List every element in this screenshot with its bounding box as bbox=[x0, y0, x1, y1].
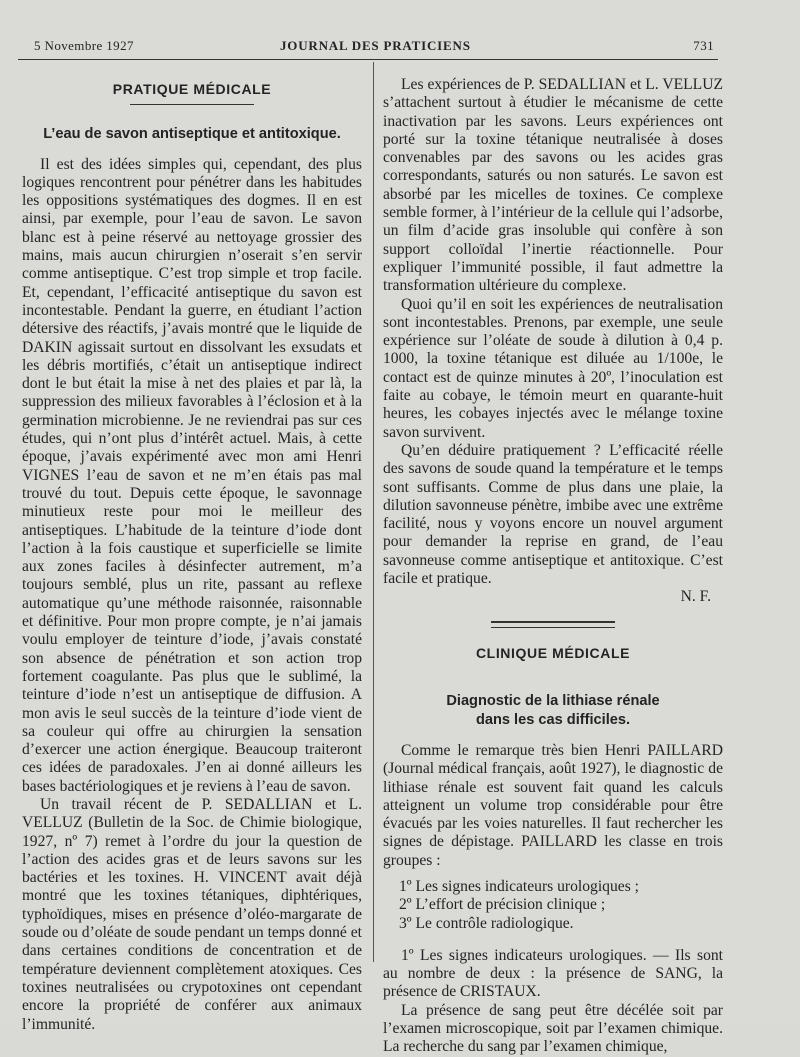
left-column bbox=[22, 80, 362, 1034]
header-journal-title: JOURNAL DES PRATICIENS bbox=[280, 38, 471, 53]
paragraph: 1º Les signes indicateurs urologiques. — Ils sont au nombre de deux : la présence de SANG, la présence de CRISTAUX. bbox=[383, 946, 723, 1001]
article-title-savon: L’eau de savon antiseptique et antitoxique. bbox=[43, 126, 341, 143]
header-page-number: 731 bbox=[693, 38, 714, 53]
section-title-pratique: PRATIQUE MÉDICALE bbox=[112, 81, 272, 97]
paragraph: Les expériences de P. SEDALLIAN et L. VELLUZ s’attachent surtout à étudier le mécanisme de cette inactivation par les savons. Leurs expériences ont porté sur la toxine tétanique neutralisée à doses convenables par des savons ou les acides gras correspondants, saturés ou non saturés. Le savon est absorbé par les micelles de toxines. Ce complexe semble former, à l’intérieur de la cellule qui l’adsorbe, un film d’acide gras insoluble qui confère à son support colloïdal l’inertie réactionnelle. Pour expliquer l’immunité possible, il faut admettre la transformation ultérieure du complexe. bbox=[383, 76, 723, 295]
running-header bbox=[34, 38, 714, 54]
paragraph: Un travail récent de P. SEDALLIAN et L. VELLUZ (Bulletin de la Soc. de Chimie biologique, 1927, nº 7) remet à l’ordre du jour la question de l’action des acides gras et de leurs savons sur les bactéries et les toxines. H. VINCENT avait déjà montré que les toxines tétaniques, diphtériques, typhoïdiques, mises en présence d’oléo-margarate de soude ou d’oléate de soude pendant un temps donné et dans certaines conditions de concentration et de température deviennent complètement atoxiques. Ces toxines neutralisées ou crypotoxines ont cependant encore la propriété de conférer aux animaux l’immunité. bbox=[22, 795, 362, 1033]
list-item: 3º Le contrôle radiologique. bbox=[399, 914, 574, 932]
section-title-clinique: CLINIQUE MÉDICALE bbox=[475, 644, 631, 661]
column-divider bbox=[373, 62, 374, 962]
signature: N. F. bbox=[680, 588, 711, 606]
list-item: 2º L’effort de précision clinique ; bbox=[399, 896, 606, 914]
list-item: 1º Les signes indicateurs urologiques ; bbox=[399, 877, 639, 895]
article-title-lithiase-line2: dans les cas difficiles. bbox=[475, 711, 631, 728]
paragraph: Qu’en déduire pratiquement ? L’efficacité réelle des savons de soude quand la température et le temps sont suffisants. Comme de plus dans une plaie, la dilution savonneuse pénètre, imbibe avec une extrême facilité, nous y voyons encore un nouvel argument pour demander la reprise en grand, de l’eau savonneuse comme antiseptique et antitoxique. C’est facile et pratique. bbox=[383, 441, 723, 588]
header-rule bbox=[18, 59, 718, 60]
paragraph: Comme le remarque très bien Henri PAILLARD (Journal médical français, août 1927), le diagnostic de lithiase rénale est souvent fait quand les calculs atteignent un volume trop considérable pour être évacués par les voies naturelles. Il faut rechercher les signes de dépistage. PAILLARD les classe en trois groupes : bbox=[383, 741, 723, 869]
paragraph: La présence de sang peut être décélée soit par l’examen microscopique, soit par l’examen chimique. La recherche du sang par l’examen chimique, bbox=[383, 1001, 723, 1056]
paragraph: Il est des idées simples qui, cependant, des plus logiques rencontrent pour pénétrer dans les habitudes les oppositions systématiques des dogmes. Il en est ainsi, par exemple, pour l’eau de savon. Le savon blanc est à peine réservé au nettoyage grossier des mains, mais aucun chirurgien n’oserait s’en servir comme antiseptique. C’est trop simple et trop facile. Et, cependant, l’efficacité antiseptique du savon est incontestable. Pendant la guerre, en étudiant l’action détersive des réactifs, j’avais montré que le liquide de DAKIN agissait surtout en dissolvant les exsudats et les débris mortifiés, c’était un antiseptique indirect dont le but était la mise à net des plaies et par là, la suppression des milieux favorables à l’éclosion et à la germination microbienne. Je ne reviendrai pas sur ces études, qui n’ont plus d’intérêt actuel. Mais, à cette époque, j’avais expérimenté avec mon ami Henri VIGNES l’eau de savon et ne m’en étais pas mal trouvé du tout. Depuis cette époque, le savonnage minutieux reste pour moi le meilleur des antiseptiques. L’habitude de la teinture d’iode dont l’action à la fois caustique et superficielle se limite aux zones faciles à désinfecter autrement, m’a toujours semblé, plus un rite, passant au reflexe automatique qu’une méthode raisonnée, raisonnable et définitive. Pour mon propre compte, je n’ai jamais voulu employer de teinture d’iode, j’avais constaté son absence de pénétration et son action trop fortement coagulante. Pas plus que le sublimé, la teinture d’iode n’est un antiseptique de diffusion. A mon avis le seul succès de la teinture d’iode vient de sa couleur qui offre au chirurgien la sensation d’exercer une action énergique. Beaucoup traiteront ces idées de paradoxales. J’en ai donné ailleurs les bases bactériologiques et je reviens à l’eau de savon. bbox=[22, 155, 362, 795]
article-title-lithiase-line1: Diagnostic de la lithiase rénale bbox=[446, 692, 660, 709]
header-date: 5 Novembre 1927 bbox=[34, 38, 134, 53]
right-column bbox=[383, 76, 723, 1057]
section-separator bbox=[491, 621, 615, 628]
paragraph: Quoi qu’il en soit les expériences de neutralisation sont incontestables. Prenons, par exemple, une seule expérience sur l’oléate de soude à dilution à 0,4 p. 1000, la toxine tétanique est diluée au 1/100e, le contact est de quinze minutes à 20º, l’inoculation est faite au cobaye, le témoin meurt en quarante-huit heures, les cobayes injectés avec le mélange toxine savon survivent. bbox=[383, 295, 723, 441]
